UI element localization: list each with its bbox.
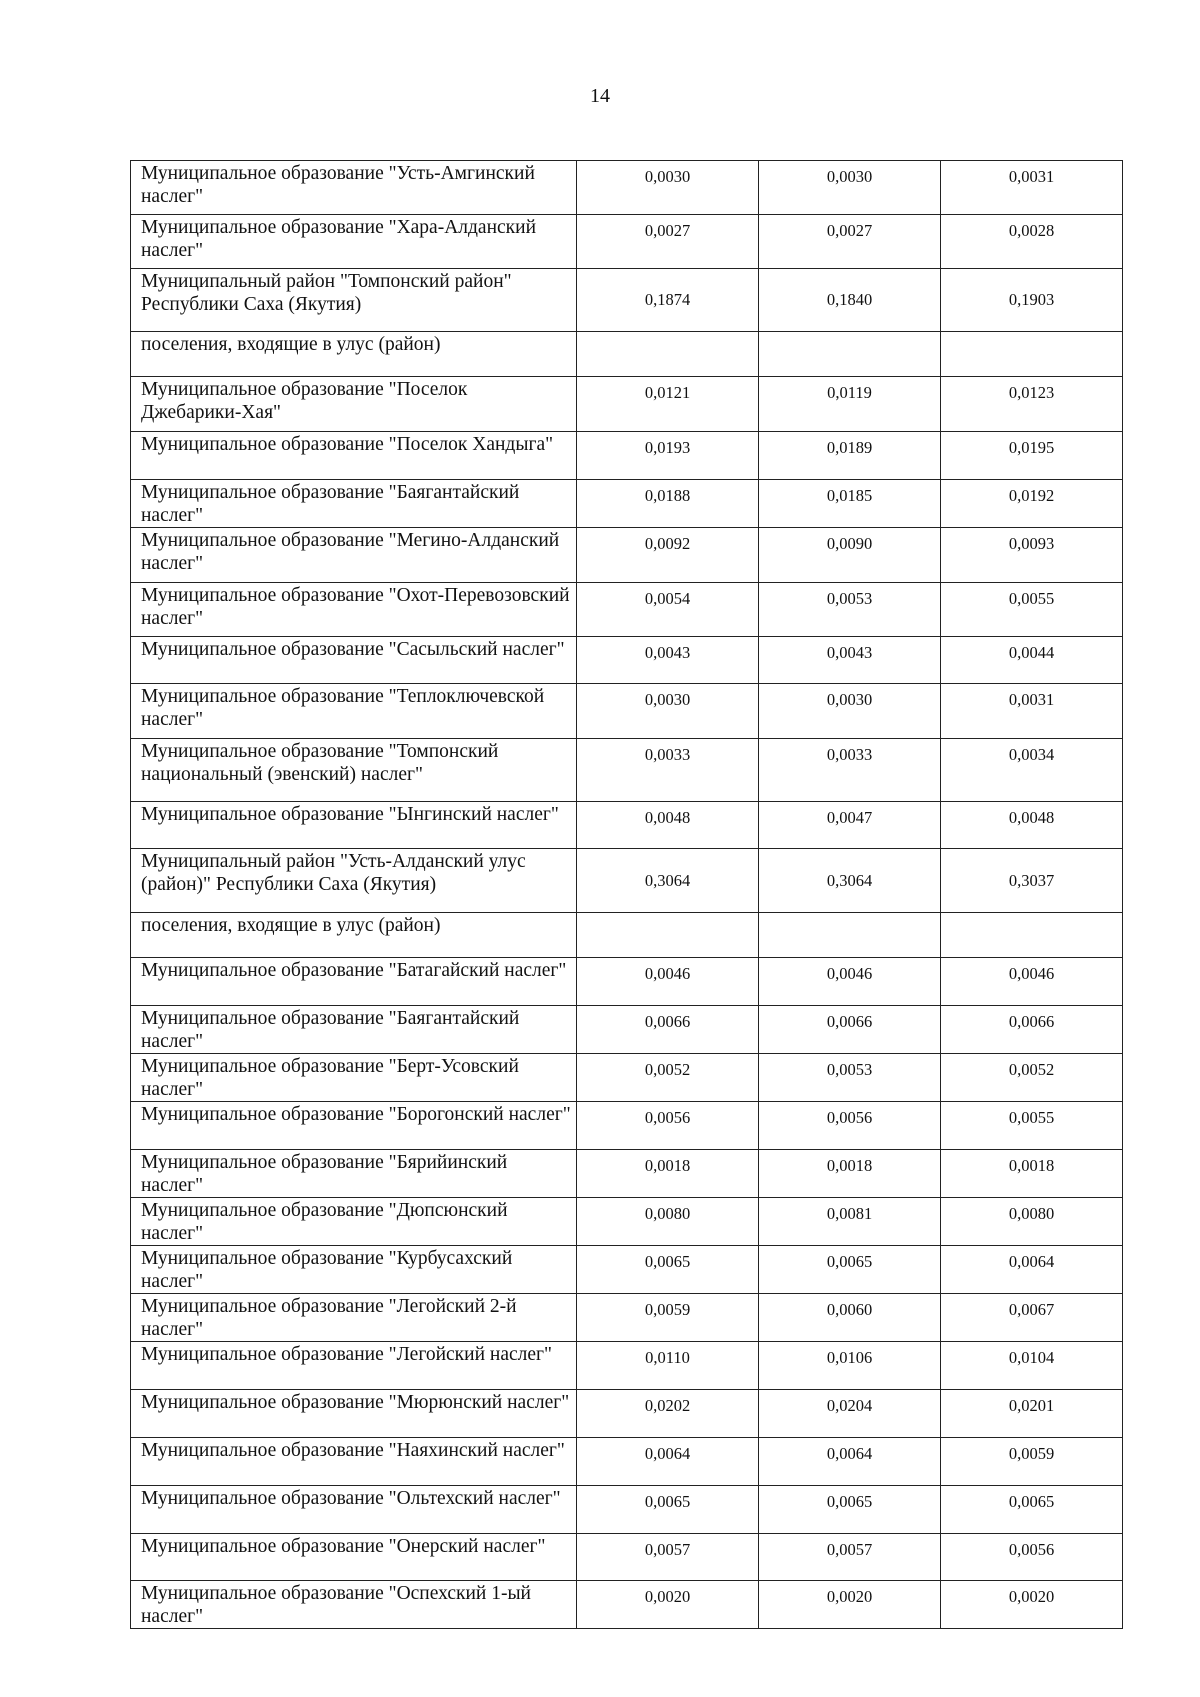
municipality-name-cell: Муниципальное образование "Ольтехский наслег" (131, 1486, 577, 1534)
value-cell-col1: 0,0054 (577, 583, 759, 637)
value-cell-col1: 0,0080 (577, 1198, 759, 1246)
value-cell-col3 (941, 913, 1123, 958)
value-cell-col2: 0,0081 (759, 1198, 941, 1246)
table-row (131, 1581, 1123, 1629)
municipality-name-cell: Муниципальное образование "Бярийинский наслег" (131, 1150, 577, 1198)
municipality-name-cell: Муниципальное образование "Курбусахский наслег" (131, 1246, 577, 1294)
value-cell-col1: 0,0046 (577, 958, 759, 1006)
municipality-name-cell: Муниципальное образование "Баягантайский наслег" (131, 1006, 577, 1054)
value-cell-col3: 0,0056 (941, 1534, 1123, 1581)
value-cell-col1: 0,0052 (577, 1054, 759, 1102)
value-cell-col3: 0,0044 (941, 637, 1123, 684)
value-cell-col2: 0,0065 (759, 1486, 941, 1534)
table-row (131, 528, 1123, 583)
value-cell-col1: 0,0065 (577, 1486, 759, 1534)
value-cell-col2: 0,0033 (759, 739, 941, 802)
value-cell-col3: 0,0064 (941, 1246, 1123, 1294)
value-cell-col2: 0,0046 (759, 958, 941, 1006)
value-cell-col3: 0,0046 (941, 958, 1123, 1006)
municipality-name-cell: Муниципальное образование "Легойский наслег" (131, 1342, 577, 1390)
value-cell-col2: 0,1840 (759, 269, 941, 332)
value-cell-col1: 0,0018 (577, 1150, 759, 1198)
table-row (131, 1006, 1123, 1054)
value-cell-col2: 0,0204 (759, 1390, 941, 1438)
table-row (131, 377, 1123, 432)
municipality-name-cell: Муниципальный район "Томпонский район" Республики Саха (Якутия) (131, 269, 577, 332)
value-cell-col2: 0,0053 (759, 583, 941, 637)
value-cell-col3: 0,0034 (941, 739, 1123, 802)
value-cell-col1: 0,0043 (577, 637, 759, 684)
municipality-name-cell: Муниципальное образование "Дюпсюнский наслег" (131, 1198, 577, 1246)
municipality-name-cell: Муниципальное образование "Сасыльский наслег" (131, 637, 577, 684)
table-row (131, 1534, 1123, 1581)
value-cell-col1: 0,0056 (577, 1102, 759, 1150)
municipality-name-cell: Муниципальное образование "Борогонский наслег" (131, 1102, 577, 1150)
table-row (131, 480, 1123, 528)
value-cell-col1: 0,0059 (577, 1294, 759, 1342)
table-row (131, 1198, 1123, 1246)
value-cell-col3: 0,0031 (941, 161, 1123, 215)
table-row (131, 1486, 1123, 1534)
value-cell-col1: 0,0057 (577, 1534, 759, 1581)
value-cell-col2: 0,0043 (759, 637, 941, 684)
value-cell-col1: 0,0121 (577, 377, 759, 432)
municipality-name-cell: Муниципальное образование "Берт-Усовский наслег" (131, 1054, 577, 1102)
value-cell-col2 (759, 332, 941, 377)
value-cell-col1: 0,0030 (577, 161, 759, 215)
value-cell-col3: 0,3037 (941, 849, 1123, 913)
value-cell-col2: 0,0056 (759, 1102, 941, 1150)
value-cell-col3: 0,0195 (941, 432, 1123, 480)
value-cell-col2: 0,0106 (759, 1342, 941, 1390)
municipality-name-cell: поселения, входящие в улус (район) (131, 332, 577, 377)
value-cell-col2: 0,0053 (759, 1054, 941, 1102)
table-row (131, 332, 1123, 377)
table-row (131, 637, 1123, 684)
municipality-name-cell: Муниципальный район "Усть-Алданский улус (район)" Республики Саха (Якутия) (131, 849, 577, 913)
value-cell-col1: 0,0048 (577, 802, 759, 849)
table-row (131, 1054, 1123, 1102)
value-cell-col1: 0,3064 (577, 849, 759, 913)
value-cell-col1: 0,0188 (577, 480, 759, 528)
value-cell-col3: 0,0192 (941, 480, 1123, 528)
municipality-name-cell: Муниципальное образование "Батагайский наслег" (131, 958, 577, 1006)
municipality-name-cell: Муниципальное образование "Наяхинский наслег" (131, 1438, 577, 1486)
value-cell-col3: 0,0055 (941, 583, 1123, 637)
value-cell-col2 (759, 913, 941, 958)
value-cell-col3 (941, 332, 1123, 377)
municipality-name-cell: Муниципальное образование "Мегино-Алданский наслег" (131, 528, 577, 583)
municipality-name-cell: Муниципальное образование "Поселок Джебарики-Хая" (131, 377, 577, 432)
table-row (131, 432, 1123, 480)
table-row (131, 161, 1123, 215)
value-cell-col3: 0,0065 (941, 1486, 1123, 1534)
value-cell-col1: 0,0033 (577, 739, 759, 802)
value-cell-col1: 0,0092 (577, 528, 759, 583)
table-row (131, 802, 1123, 849)
table-body (131, 161, 1123, 1629)
municipality-name-cell: Муниципальное образование "Ынгинский наслег" (131, 802, 577, 849)
value-cell-col2: 0,0047 (759, 802, 941, 849)
value-cell-col2: 0,0066 (759, 1006, 941, 1054)
value-cell-col1: 0,0202 (577, 1390, 759, 1438)
value-cell-col2: 0,0090 (759, 528, 941, 583)
value-cell-col1: 0,0110 (577, 1342, 759, 1390)
municipality-name-cell: Муниципальное образование "Томпонский национальный (эвенский) наслег" (131, 739, 577, 802)
table-row (131, 849, 1123, 913)
municipality-name-cell: Муниципальное образование "Баягантайский наслег" (131, 480, 577, 528)
value-cell-col1: 0,0064 (577, 1438, 759, 1486)
table-row (131, 684, 1123, 739)
value-cell-col1: 0,0066 (577, 1006, 759, 1054)
municipality-name-cell: Муниципальное образование "Охот-Перевозовский наслег" (131, 583, 577, 637)
value-cell-col2: 0,0057 (759, 1534, 941, 1581)
table-row (131, 1150, 1123, 1198)
value-cell-col3: 0,0028 (941, 215, 1123, 269)
value-cell-col2: 0,0119 (759, 377, 941, 432)
table-row (131, 1294, 1123, 1342)
value-cell-col2: 0,0189 (759, 432, 941, 480)
value-cell-col3: 0,0018 (941, 1150, 1123, 1198)
value-cell-col1 (577, 332, 759, 377)
value-cell-col3: 0,0104 (941, 1342, 1123, 1390)
value-cell-col2: 0,0018 (759, 1150, 941, 1198)
value-cell-col3: 0,0066 (941, 1006, 1123, 1054)
table-row (131, 913, 1123, 958)
table-row (131, 958, 1123, 1006)
municipality-name-cell: Муниципальное образование "Легойский 2-й наслег" (131, 1294, 577, 1342)
value-cell-col1: 0,1874 (577, 269, 759, 332)
municipality-name-cell: Муниципальное образование "Оспехский 1-ый наслег" (131, 1581, 577, 1629)
value-cell-col1: 0,0065 (577, 1246, 759, 1294)
value-cell-col3: 0,0093 (941, 528, 1123, 583)
municipality-name-cell: поселения, входящие в улус (район) (131, 913, 577, 958)
value-cell-col2: 0,0030 (759, 684, 941, 739)
value-cell-col3: 0,0201 (941, 1390, 1123, 1438)
value-cell-col2: 0,0027 (759, 215, 941, 269)
municipality-name-cell: Муниципальное образование "Теплоключевской наслег" (131, 684, 577, 739)
value-cell-col3: 0,0080 (941, 1198, 1123, 1246)
value-cell-col3: 0,0059 (941, 1438, 1123, 1486)
table-row (131, 1438, 1123, 1486)
coefficients-table (130, 160, 1123, 1629)
table-row (131, 1390, 1123, 1438)
value-cell-col2: 0,0020 (759, 1581, 941, 1629)
value-cell-col3: 0,0020 (941, 1581, 1123, 1629)
value-cell-col3: 0,0031 (941, 684, 1123, 739)
value-cell-col2: 0,0065 (759, 1246, 941, 1294)
municipality-name-cell: Муниципальное образование "Онерский наслег" (131, 1534, 577, 1581)
table-row (131, 583, 1123, 637)
value-cell-col1: 0,0020 (577, 1581, 759, 1629)
municipality-name-cell: Муниципальное образование "Мюрюнский наслег" (131, 1390, 577, 1438)
value-cell-col3: 0,0048 (941, 802, 1123, 849)
value-cell-col3: 0,0052 (941, 1054, 1123, 1102)
value-cell-col1 (577, 913, 759, 958)
table-row (131, 1102, 1123, 1150)
value-cell-col2: 0,0064 (759, 1438, 941, 1486)
table-row (131, 1342, 1123, 1390)
table-row (131, 269, 1123, 332)
value-cell-col3: 0,0067 (941, 1294, 1123, 1342)
value-cell-col2: 0,0060 (759, 1294, 941, 1342)
value-cell-col1: 0,0030 (577, 684, 759, 739)
value-cell-col2: 0,0030 (759, 161, 941, 215)
table-row (131, 1246, 1123, 1294)
municipality-name-cell: Муниципальное образование "Хара-Алданский наслег" (131, 215, 577, 269)
table-row (131, 215, 1123, 269)
page-number: 14 (590, 85, 610, 107)
value-cell-col1: 0,0193 (577, 432, 759, 480)
table-row (131, 739, 1123, 802)
value-cell-col2: 0,3064 (759, 849, 941, 913)
value-cell-col3: 0,1903 (941, 269, 1123, 332)
value-cell-col1: 0,0027 (577, 215, 759, 269)
value-cell-col3: 0,0055 (941, 1102, 1123, 1150)
value-cell-col2: 0,0185 (759, 480, 941, 528)
municipality-name-cell: Муниципальное образование "Поселок Хандыга" (131, 432, 577, 480)
municipality-name-cell: Муниципальное образование "Усть-Амгинский наслег" (131, 161, 577, 215)
value-cell-col3: 0,0123 (941, 377, 1123, 432)
